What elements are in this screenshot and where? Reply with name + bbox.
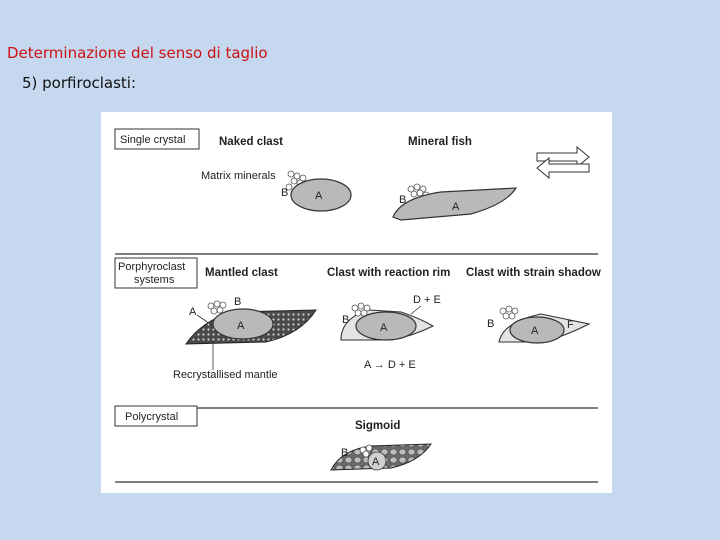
porphyroclast-label-2: systems xyxy=(134,274,175,286)
polycrystal-label: Polycrystal xyxy=(125,411,179,423)
strain-shadow-matrix-grains xyxy=(500,306,518,319)
reaction-rim-letter-b: B xyxy=(342,314,350,326)
naked-clast-letter-b: B xyxy=(281,187,289,199)
strain-shadow-letter-a: A xyxy=(531,325,539,337)
mantled-letter-a: A xyxy=(237,320,245,332)
mineral-fish-heading: Mineral fish xyxy=(408,136,472,148)
sigmoid-drawing xyxy=(331,444,431,470)
mantled-letter-a-pointer: A xyxy=(189,306,197,318)
reaction-rim-letter-a: A xyxy=(380,322,388,334)
slide-title: Determinazione del senso di taglio xyxy=(7,44,268,62)
slide-subtitle: 5) porfiroclasti: xyxy=(22,74,137,92)
pointer-line-rim xyxy=(411,306,421,314)
strain-shadow-drawing xyxy=(487,306,589,343)
recrystallised-mantle-label: Recrystallised mantle xyxy=(173,369,278,381)
naked-clast-drawing xyxy=(281,171,351,211)
porphyroclast-label-1: Porphyroclast xyxy=(118,261,186,273)
matrix-minerals-label: Matrix minerals xyxy=(201,170,276,182)
mineral-fish-drawing xyxy=(393,184,516,220)
reaction-rim-d-plus-e: D + E xyxy=(413,294,441,306)
single-crystal-label: Single crystal xyxy=(120,134,186,146)
naked-clast-letter-a: A xyxy=(315,190,323,202)
strain-shadow-letter-f: F xyxy=(567,319,574,331)
section-porphyroclast-systems xyxy=(115,254,601,381)
strain-shadow-letter-b: B xyxy=(487,318,495,330)
sigmoid-letter-b: B xyxy=(341,447,349,459)
reaction-equation: A → D + E xyxy=(364,359,416,371)
reaction-rim-drawing xyxy=(341,294,441,371)
mantled-clast-heading: Mantled clast xyxy=(205,267,278,279)
mineral-fish-letter-b: B xyxy=(399,194,407,206)
naked-clast-heading: Naked clast xyxy=(219,136,283,148)
clast-strain-shadow-heading: Clast with strain shadow xyxy=(466,267,601,279)
sigmoid-heading: Sigmoid xyxy=(355,420,401,432)
mantled-clast-drawing xyxy=(186,296,316,370)
shear-sense-arrows xyxy=(537,147,589,178)
mantled-letter-b: B xyxy=(234,296,242,308)
section-polycrystal xyxy=(115,406,598,482)
mineral-fish-letter-a: A xyxy=(452,201,460,213)
clast-reaction-rim-heading: Clast with reaction rim xyxy=(327,267,451,279)
porphyroclast-figure xyxy=(101,112,612,493)
section-single-crystal xyxy=(115,129,589,220)
sigmoid-letter-a: A xyxy=(372,456,380,468)
